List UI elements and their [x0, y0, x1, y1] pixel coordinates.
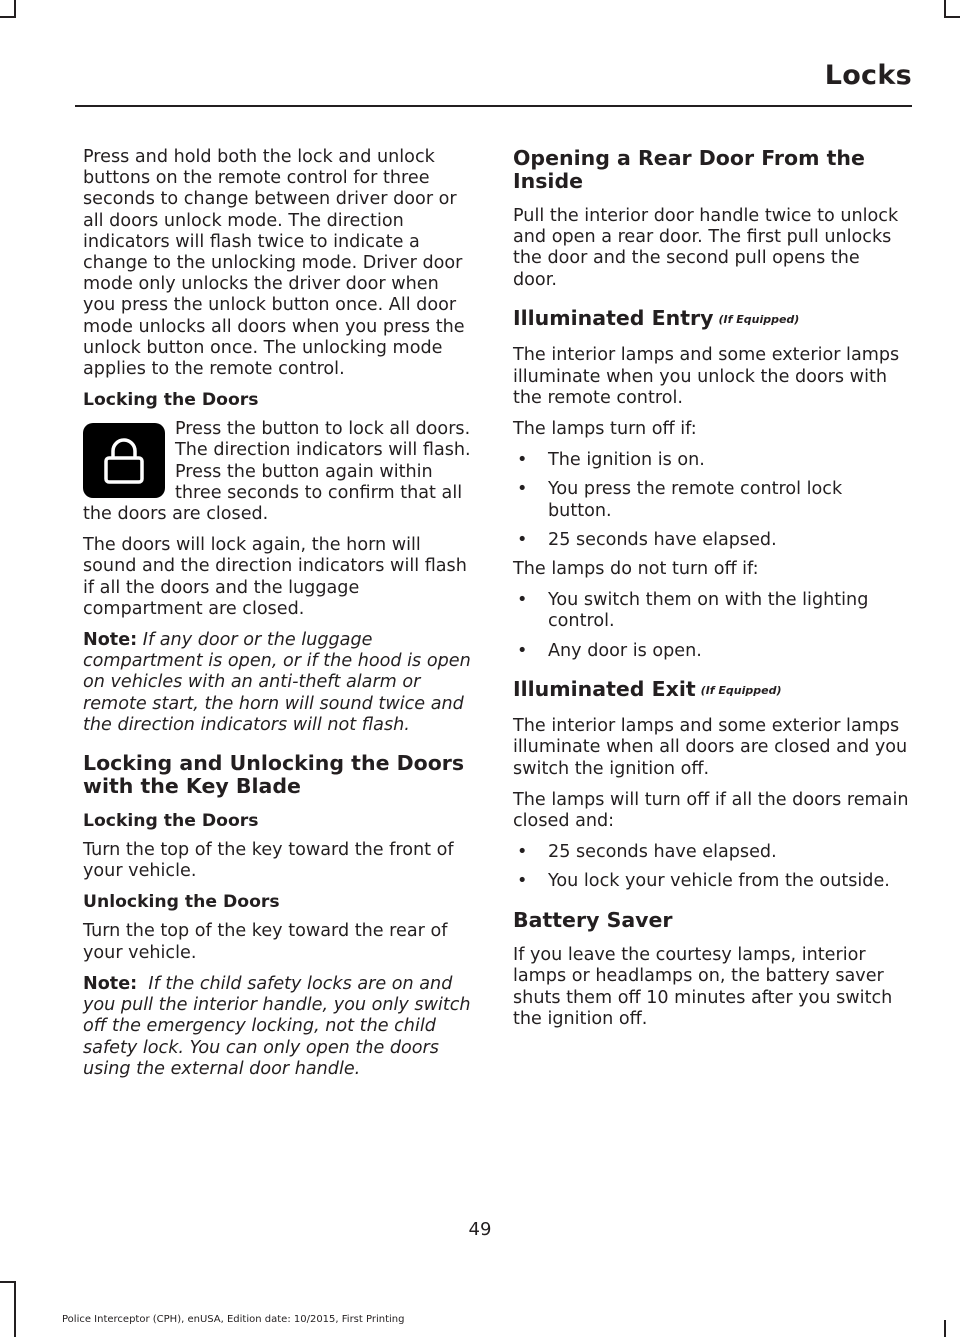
page-number: 49: [468, 1219, 492, 1240]
crop-mark-top-right-vertical: [944, 0, 946, 16]
left-column: [83, 147, 475, 1090]
list-item: • You lock your vehicle from the outside.: [513, 871, 909, 892]
turn-off-list: [513, 450, 909, 551]
list-item: • 25 seconds have elapsed.: [513, 530, 909, 551]
battery-saver-heading: Battery Saver: [513, 907, 673, 932]
note-paragraph: [83, 630, 475, 736]
list-item: • You press the remote control lock button.: [513, 479, 909, 521]
key-blade-lock-paragraph: Turn the top of the key toward the front of your vehicle.: [83, 840, 454, 882]
if-equipped-label: (If Equipped): [718, 312, 800, 326]
key-blade-unlock-heading: Unlocking the Doors: [83, 892, 280, 913]
illuminated-exit-paragraph: The interior lamps and some exterior lamps illuminate when all doors are closed and you switch the ignition off.: [513, 716, 908, 779]
list-item: • You switch them on with the lighting control.: [513, 590, 909, 632]
rear-door-paragraph: Pull the interior door handle twice to unlock and open a rear door. The first pull unlocks the door and the second pull opens the door.: [513, 206, 899, 290]
crop-mark-top-left-horizontal: [0, 16, 16, 18]
exit-off-intro: The lamps will turn off if all the doors remain closed and:: [513, 789, 909, 832]
relock-paragraph: The doors will lock again, the horn will sound and the direction indicators will flash if all the doors and the luggage compartment are closed.: [83, 535, 467, 619]
note-label: Note:: [83, 973, 138, 994]
crop-mark-top-left-vertical: [14, 0, 16, 16]
note-label: Note:: [83, 630, 138, 651]
illuminated-entry-heading: [513, 307, 909, 332]
note-paragraph: [83, 974, 475, 1080]
crop-mark-top-right-horizontal: [944, 16, 960, 18]
not-off-intro: The lamps do not turn off if:: [513, 558, 759, 579]
key-blade-unlock-paragraph: Turn the top of the key toward the rear of your vehicle.: [83, 921, 448, 963]
illuminated-entry-title: Illuminated Entry: [513, 305, 714, 330]
list-item: • The ignition is on.: [513, 450, 909, 471]
locking-paragraph: Press the button to lock all doors. The direction indicators will flash. Press the button again within three seconds to confirm that all the doors are closed.: [83, 419, 471, 525]
note-text: If the child safety locks are on and you pull the interior handle, you only switch off the emergency locking, not the child safety lock. You can only open the doors using the external door handle.: [83, 973, 471, 1079]
list-item: • 25 seconds have elapsed.: [513, 842, 909, 863]
page-title: Locks: [824, 60, 912, 91]
footer-edition-info: Police Interceptor (CPH), enUSA, Edition date: 10/2015, First Printing: [62, 1314, 405, 1325]
right-column: [513, 147, 909, 1040]
crop-mark-bottom-left-vertical: [14, 1281, 16, 1337]
intro-paragraph: Press and hold both the lock and unlock buttons on the remote control for three seconds to change between driver door or all doors unlock mode. The direction indicators will flash twice to indicate a change to the unlocking mode. Driver door mode only unlocks the driver door when you press the unlock button once. All door mode unlocks all doors when you press the unlock button once. The unlocking mode applies to the remote control.: [83, 147, 465, 380]
not-off-list: [513, 590, 909, 662]
turn-off-intro: The lamps turn off if:: [513, 418, 697, 439]
illuminated-entry-paragraph: The interior lamps and some exterior lamps illuminate when you unlock the doors with the remote control.: [513, 345, 900, 408]
locking-heading: Locking the Doors: [83, 390, 259, 411]
rear-door-heading: Opening a Rear Door From the Inside: [513, 146, 865, 193]
battery-saver-paragraph: If you leave the courtesy lamps, interior lamps or headlamps on, the battery saver shuts them off 10 minutes after you switch the ignition off.: [513, 945, 893, 1029]
illuminated-exit-heading: [513, 678, 909, 703]
if-equipped-label: (If Equipped): [700, 683, 782, 697]
crop-mark-bottom-left-horizontal: [0, 1281, 16, 1283]
lock-icon: [83, 423, 165, 498]
key-blade-heading: Locking and Unlocking the Doors with the Key Blade: [83, 751, 465, 798]
note-text: If any door or the luggage compartment is open, or if the hood is open on vehicles with an anti-theft alarm or remote start, the horn will sound twice and the direction indicators will not flash.: [83, 630, 471, 735]
list-item: • Any door is open.: [513, 641, 909, 662]
illuminated-exit-title: Illuminated Exit: [513, 676, 696, 701]
key-blade-lock-heading: Locking the Doors: [83, 811, 259, 832]
locking-block: [83, 419, 475, 525]
header-divider: [75, 105, 912, 107]
crop-mark-bottom-right-vertical: [944, 1320, 946, 1337]
exit-off-list: [513, 842, 909, 892]
